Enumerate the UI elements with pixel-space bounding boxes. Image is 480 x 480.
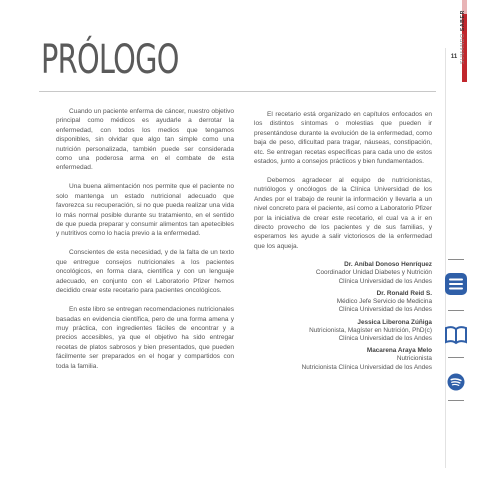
signature-role: Nutricionista, Magíster en Nutrición, PhD(c) xyxy=(309,326,432,334)
signature-name: Jessica Liberona Zúñiga xyxy=(357,318,432,326)
left-column xyxy=(56,107,234,381)
signature-institution: Nutricionista Clínica Universidad de los Andes xyxy=(301,363,432,371)
book-icon xyxy=(444,325,468,345)
sidebar-divider xyxy=(445,48,446,468)
nav-divider xyxy=(448,310,464,311)
nav-divider xyxy=(448,259,464,260)
signature-name: Macarena Araya Melo xyxy=(366,347,432,355)
title-divider xyxy=(39,91,436,92)
section-label xyxy=(460,10,466,64)
menu-icon xyxy=(444,272,468,296)
signature-name: Dr. Ronald Reid S. xyxy=(376,289,432,297)
paragraph: Conscientes de esta necesidad, y de la falta de un texto que entregue consejos nutricionales a los pacientes oncológicos, en forma clara, científica y con un lenguaje adecuado, en conjunto con el Laboratorio Pfizer hemos decidido crear este recetario para pacientes oncológicos. xyxy=(56,249,234,295)
paragraph: Cuando un paciente enferma de cáncer, nuestro objetivo principal como médicos es ayudarle a derrotar la enfermedad, con todos los medios que tengamos disponibles, sin olvidar que algo tan simple como una nutrición personalizada, también puede ser considerada como una poderosa arma en el combate de esta enfermedad. xyxy=(56,108,234,172)
signature-name: Dr. Aníbal Donoso Henríquez xyxy=(344,261,432,269)
signature xyxy=(254,319,432,344)
nav-divider xyxy=(448,400,464,401)
paragraph: En este libro se entregan recomendaciones nutricionales basadas en evidencia científica, pero de una forma amena y muy práctica, con ingredientes fáciles de encontrar y a precios accesibles, ya que el objetivo ha sido entregar recetas de platos sabrosos y bien presentados, que pueden fácilmente ser preparados en el hogar y compartidos con toda la familia. xyxy=(56,306,234,370)
spotify-icon xyxy=(447,373,465,391)
section-label-prefix: SUMANDO xyxy=(460,31,466,64)
right-column xyxy=(254,110,432,376)
signature-institution: Clínica Universidad de los Andes xyxy=(338,306,432,314)
menu-button[interactable] xyxy=(443,271,469,297)
signatures xyxy=(254,261,432,371)
section-label-strong: SABER xyxy=(460,10,466,32)
signature-role: Médico Jefe Servicio de Medicina xyxy=(336,298,432,306)
page-number: 11 xyxy=(450,54,458,60)
signature-institution: Clínica Universidad de los Andes xyxy=(338,334,432,342)
spotify-button[interactable] xyxy=(443,369,469,395)
paragraph: El recetario está organizado en capítulos enfocados en los distintos síntomas o molestias que pueden ir presentándose durante la evolución de la enfermedad, como baja de peso, dificultad para tragar, náuseas, constipación, etc. Se entregan recetas específicas para cada uno de estos estados, junto a consejos prácticos y bien fundamentados. xyxy=(254,111,432,166)
signature xyxy=(254,347,432,372)
paragraph: Debemos agradecer al equipo de nutricionistas, nutriólogos y oncólogos de la Clínica Universidad de los Andes por el trabajo de reunir la información y llevarla a un nivel concreto para el paciente, así como a Laboratorio Pfizer por la iniciativa de crear este recetario, el cual va a ir en directo provecho de los pacientes y de sus familias, y esperamos les ayude a salir victoriosos de la enfermedad que los aqueja. xyxy=(254,177,432,250)
signature-role: Coordinador Unidad Diabetes y Nutrición xyxy=(315,269,432,277)
paragraph: Una buena alimentación nos permite que el paciente no solo mantenga un estado nutricional adecuado que favorezca su recuperación, si no que pueda realizar una vida lo más normal posible durante su tratamiento, en el sentido de que pueda preparar y consumir alimentos tan apetecibles y nutritivos como lo hacía previo a la enfermedad. xyxy=(56,183,234,238)
signature xyxy=(254,290,432,315)
signature-role: Nutricionista xyxy=(396,355,432,363)
book-button[interactable] xyxy=(443,322,469,348)
signature-institution: Clínica Universidad de los Andes xyxy=(338,277,432,285)
signature xyxy=(254,261,432,286)
page-title: PRÓLOGO xyxy=(41,37,179,83)
nav-divider xyxy=(448,357,464,358)
